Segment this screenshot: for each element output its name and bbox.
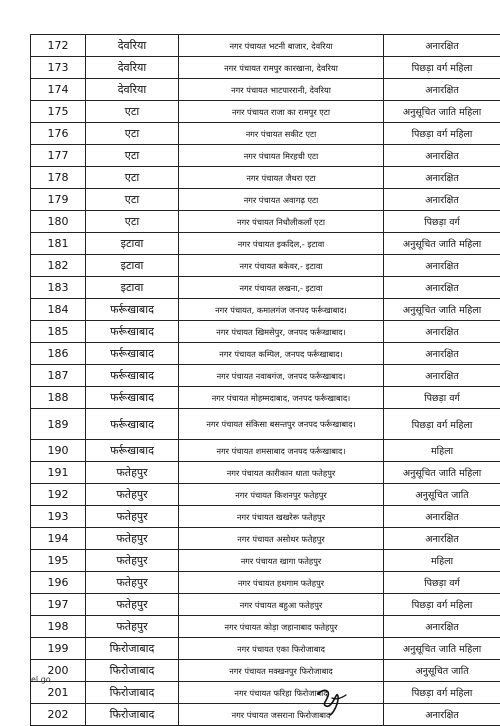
reservation-category-cell: अनुसूचित जाति bbox=[384, 484, 500, 506]
serial-number-cell: 201 bbox=[31, 682, 86, 704]
serial-number-cell: 190 bbox=[31, 440, 86, 462]
nagar-panchayat-cell: नगर पंचायत खखरेरू फतेहपुर bbox=[179, 506, 384, 528]
reservation-category-cell: अनारक्षित bbox=[384, 79, 500, 101]
district-cell: फतेहपुर bbox=[86, 550, 179, 572]
nagar-panchayat-cell: नगर पंचायत मोहम्मदाबाद, जनपद फर्रूखाबाद। bbox=[179, 387, 384, 409]
serial-number-cell: 192 bbox=[31, 484, 86, 506]
serial-number-cell: 179 bbox=[31, 189, 86, 211]
serial-number-cell: 177 bbox=[31, 145, 86, 167]
table-row bbox=[31, 484, 500, 506]
nagar-panchayat-cell: नगर पंचायत मिरहची एटा bbox=[179, 145, 384, 167]
serial-number-cell: 200 bbox=[31, 660, 86, 682]
table-row bbox=[31, 387, 500, 409]
serial-number-cell: 178 bbox=[31, 167, 86, 189]
serial-number-cell: 202 bbox=[31, 704, 86, 726]
district-cell: देवरिया bbox=[86, 57, 179, 79]
nagar-panchayat-cell: नगर पंचायत जैथरा एटा bbox=[179, 167, 384, 189]
reservation-table bbox=[30, 34, 500, 726]
district-cell: फर्रूखाबाद bbox=[86, 409, 179, 440]
serial-number-cell: 180 bbox=[31, 211, 86, 233]
table-row bbox=[31, 79, 500, 101]
reservation-category-cell: महिला bbox=[384, 550, 500, 572]
district-cell: एटा bbox=[86, 211, 179, 233]
nagar-panchayat-cell: नगर पंचायत बहुआ फतेहपुर bbox=[179, 594, 384, 616]
table-row bbox=[31, 660, 500, 682]
reservation-category-cell: अनारक्षित bbox=[384, 321, 500, 343]
reservation-category-cell: पिछड़ा वर्ग bbox=[384, 387, 500, 409]
reservation-category-cell: अनारक्षित bbox=[384, 365, 500, 387]
table-row bbox=[31, 299, 500, 321]
table-row bbox=[31, 101, 500, 123]
district-cell: इटावा bbox=[86, 277, 179, 299]
serial-number-cell: 187 bbox=[31, 365, 86, 387]
nagar-panchayat-cell: नगर पंचायत मक्खनपुर फिरोजाबाद bbox=[179, 660, 384, 682]
serial-number-cell: 189 bbox=[31, 409, 86, 440]
table-row bbox=[31, 682, 500, 704]
district-cell: एटा bbox=[86, 101, 179, 123]
table-row bbox=[31, 506, 500, 528]
table-row bbox=[31, 704, 500, 726]
district-cell: एटा bbox=[86, 167, 179, 189]
nagar-panchayat-cell: नगर पंचायत अवागढ़ एटा bbox=[179, 189, 384, 211]
serial-number-cell: 185 bbox=[31, 321, 86, 343]
district-cell: फतेहपुर bbox=[86, 462, 179, 484]
table-row bbox=[31, 211, 500, 233]
table-row bbox=[31, 440, 500, 462]
district-cell: एटा bbox=[86, 145, 179, 167]
reservation-category-cell: अनारक्षित bbox=[384, 704, 500, 726]
reservation-category-cell: अनुसूचित जाति महिला bbox=[384, 638, 500, 660]
nagar-panchayat-cell: नगर पंचायत निधौलीकलाँ एटा bbox=[179, 211, 384, 233]
district-cell: इटावा bbox=[86, 233, 179, 255]
reservation-category-cell: महिला bbox=[384, 440, 500, 462]
nagar-panchayat-cell: नगर पंचायत कम्पिल, जनपद फर्रूखाबाद। bbox=[179, 343, 384, 365]
nagar-panchayat-cell: नगर पंचायत लखना,- इटावा bbox=[179, 277, 384, 299]
nagar-panchayat-cell: नगर पंचायत भाटपाररानी, देवरिया bbox=[179, 79, 384, 101]
reservation-category-cell: अनारक्षित bbox=[384, 189, 500, 211]
table-row bbox=[31, 409, 500, 440]
nagar-panchayat-cell: नगर पंचायत कोड़ा जहानाबाद फतेहपुर bbox=[179, 616, 384, 638]
signature-mark bbox=[312, 684, 352, 716]
serial-number-cell: 186 bbox=[31, 343, 86, 365]
reservation-category-cell: अनारक्षित bbox=[384, 343, 500, 365]
reservation-category-cell: अनारक्षित bbox=[384, 528, 500, 550]
serial-number-cell: 182 bbox=[31, 255, 86, 277]
reservation-category-cell: अनारक्षित bbox=[384, 616, 500, 638]
reservation-category-cell: अनुसूचित जाति महिला bbox=[384, 299, 500, 321]
district-cell: एटा bbox=[86, 189, 179, 211]
reservation-category-cell: अनारक्षित bbox=[384, 35, 500, 57]
district-cell: फतेहपुर bbox=[86, 572, 179, 594]
nagar-panchayat-cell: नगर पंचायत शमसाबाद जनपद फर्रूखाबाद। bbox=[179, 440, 384, 462]
table-row bbox=[31, 462, 500, 484]
nagar-panchayat-cell: नगर पंचायत हथगाम फतेहपुर bbox=[179, 572, 384, 594]
nagar-panchayat-cell: नगर पंचायत किशनपुर फतेहपुर bbox=[179, 484, 384, 506]
reservation-category-cell: अनारक्षित bbox=[384, 167, 500, 189]
nagar-panchayat-cell: नगर पंचायत खिमसेपुर, जनपद फर्रूखाबाद। bbox=[179, 321, 384, 343]
serial-number-cell: 188 bbox=[31, 387, 86, 409]
serial-number-cell: 194 bbox=[31, 528, 86, 550]
table-row bbox=[31, 572, 500, 594]
district-cell: देवरिया bbox=[86, 35, 179, 57]
district-cell: फिरोजाबाद bbox=[86, 660, 179, 682]
serial-number-cell: 195 bbox=[31, 550, 86, 572]
district-cell: फतेहपुर bbox=[86, 484, 179, 506]
serial-number-cell: 181 bbox=[31, 233, 86, 255]
reservation-category-cell: अनुसूचित जाति महिला bbox=[384, 233, 500, 255]
district-cell: फर्रूखाबाद bbox=[86, 343, 179, 365]
reservation-category-cell: अनुसूचित जाति महिला bbox=[384, 101, 500, 123]
district-cell: फतेहपुर bbox=[86, 616, 179, 638]
nagar-panchayat-cell: नगर पंचायत बकेवर,- इटावा bbox=[179, 255, 384, 277]
district-cell: फिरोजाबाद bbox=[86, 638, 179, 660]
table-row bbox=[31, 35, 500, 57]
reservation-category-cell: पिछड़ा वर्ग bbox=[384, 211, 500, 233]
reservation-category-cell: अनारक्षित bbox=[384, 145, 500, 167]
district-cell: फतेहपुर bbox=[86, 594, 179, 616]
nagar-panchayat-cell: नगर पंचायत, कमालगंज जनपद फर्रूखाबाद। bbox=[179, 299, 384, 321]
nagar-panchayat-cell: नगर पंचायत इकदिल,- इटावा bbox=[179, 233, 384, 255]
table-row bbox=[31, 57, 500, 79]
nagar-panchayat-cell: नगर पंचायत नवाबगंज, जनपद फर्रूखाबाद। bbox=[179, 365, 384, 387]
reservation-category-cell: अनुसूचित जाति महिला bbox=[384, 462, 500, 484]
reservation-category-cell: पिछड़ा वर्ग महिला bbox=[384, 57, 500, 79]
nagar-panchayat-cell: नगर पंचायत जसराना फिरोजाबाद bbox=[179, 704, 384, 726]
serial-number-cell: 193 bbox=[31, 506, 86, 528]
table-row bbox=[31, 233, 500, 255]
table-row bbox=[31, 638, 500, 660]
district-cell: फतेहपुर bbox=[86, 506, 179, 528]
district-cell: फिरोजाबाद bbox=[86, 704, 179, 726]
table-row bbox=[31, 123, 500, 145]
table-row bbox=[31, 277, 500, 299]
district-cell: इटावा bbox=[86, 255, 179, 277]
reservation-category-cell: अनारक्षित bbox=[384, 506, 500, 528]
table-row bbox=[31, 255, 500, 277]
reservation-category-cell: पिछड़ा वर्ग महिला bbox=[384, 682, 500, 704]
district-cell: फर्रूखाबाद bbox=[86, 365, 179, 387]
reservation-category-cell: अनुसूचित जाति bbox=[384, 660, 500, 682]
nagar-panchayat-cell: नगर पंचायत भटनी बाजार, देवरिया bbox=[179, 35, 384, 57]
serial-number-cell: 175 bbox=[31, 101, 86, 123]
district-cell: फर्रूखाबाद bbox=[86, 299, 179, 321]
district-cell: फर्रूखाबाद bbox=[86, 440, 179, 462]
serial-number-cell: 198 bbox=[31, 616, 86, 638]
serial-number-cell: 191 bbox=[31, 462, 86, 484]
serial-number-cell: 183 bbox=[31, 277, 86, 299]
reservation-category-cell: पिछड़ा वर्ग महिला bbox=[384, 409, 500, 440]
nagar-panchayat-cell: नगर पंचायत असोथर फतेहपुर bbox=[179, 528, 384, 550]
table-row bbox=[31, 189, 500, 211]
table-row bbox=[31, 365, 500, 387]
nagar-panchayat-cell: नगर पंचायत एका फिरोजाबाद bbox=[179, 638, 384, 660]
reservation-category-cell: पिछड़ा वर्ग महिला bbox=[384, 123, 500, 145]
table-row bbox=[31, 594, 500, 616]
nagar-panchayat-cell: नगर पंचायत रामपुर कारखाना, देवरिया bbox=[179, 57, 384, 79]
table-body bbox=[31, 35, 500, 726]
nagar-panchayat-cell: नगर पंचायत खागा फतेहपुर bbox=[179, 550, 384, 572]
table-row bbox=[31, 343, 500, 365]
district-cell: फर्रूखाबाद bbox=[86, 321, 179, 343]
district-cell: देवरिया bbox=[86, 79, 179, 101]
serial-number-cell: 196 bbox=[31, 572, 86, 594]
nagar-panchayat-cell: नगर पंचायत सकीट एटा bbox=[179, 123, 384, 145]
district-cell: फर्रूखाबाद bbox=[86, 387, 179, 409]
district-cell: फिरोजाबाद bbox=[86, 682, 179, 704]
nagar-panchayat-cell: नगर पंचायत राजा का रामपुर एटा bbox=[179, 101, 384, 123]
serial-number-cell: 184 bbox=[31, 299, 86, 321]
table-row bbox=[31, 528, 500, 550]
reservation-category-cell: अनारक्षित bbox=[384, 277, 500, 299]
reservation-table-container bbox=[30, 34, 480, 726]
table-row bbox=[31, 321, 500, 343]
table-row bbox=[31, 145, 500, 167]
district-cell: एटा bbox=[86, 123, 179, 145]
serial-number-cell: 173 bbox=[31, 57, 86, 79]
nagar-panchayat-cell: नगर पंचायत कारीकान धाता फतेहपुर bbox=[179, 462, 384, 484]
table-row bbox=[31, 550, 500, 572]
table-row bbox=[31, 616, 500, 638]
serial-number-cell: 176 bbox=[31, 123, 86, 145]
serial-number-cell: 199 bbox=[31, 638, 86, 660]
reservation-category-cell: पिछड़ा वर्ग महिला bbox=[384, 594, 500, 616]
nagar-panchayat-cell: नगर पंचायत संकिसा बसन्तपुर जनपद फर्रूखाबाद। bbox=[179, 409, 384, 440]
reservation-category-cell: अनारक्षित bbox=[384, 255, 500, 277]
district-cell: फतेहपुर bbox=[86, 528, 179, 550]
footer-note: el go bbox=[31, 675, 51, 684]
nagar-panchayat-cell: नगर पंचायत फरिहा फिरोजाबाद bbox=[179, 682, 384, 704]
serial-number-cell: 172 bbox=[31, 35, 86, 57]
serial-number-cell: 174 bbox=[31, 79, 86, 101]
serial-number-cell: 197 bbox=[31, 594, 86, 616]
reservation-category-cell: पिछड़ा वर्ग bbox=[384, 572, 500, 594]
table-row bbox=[31, 167, 500, 189]
